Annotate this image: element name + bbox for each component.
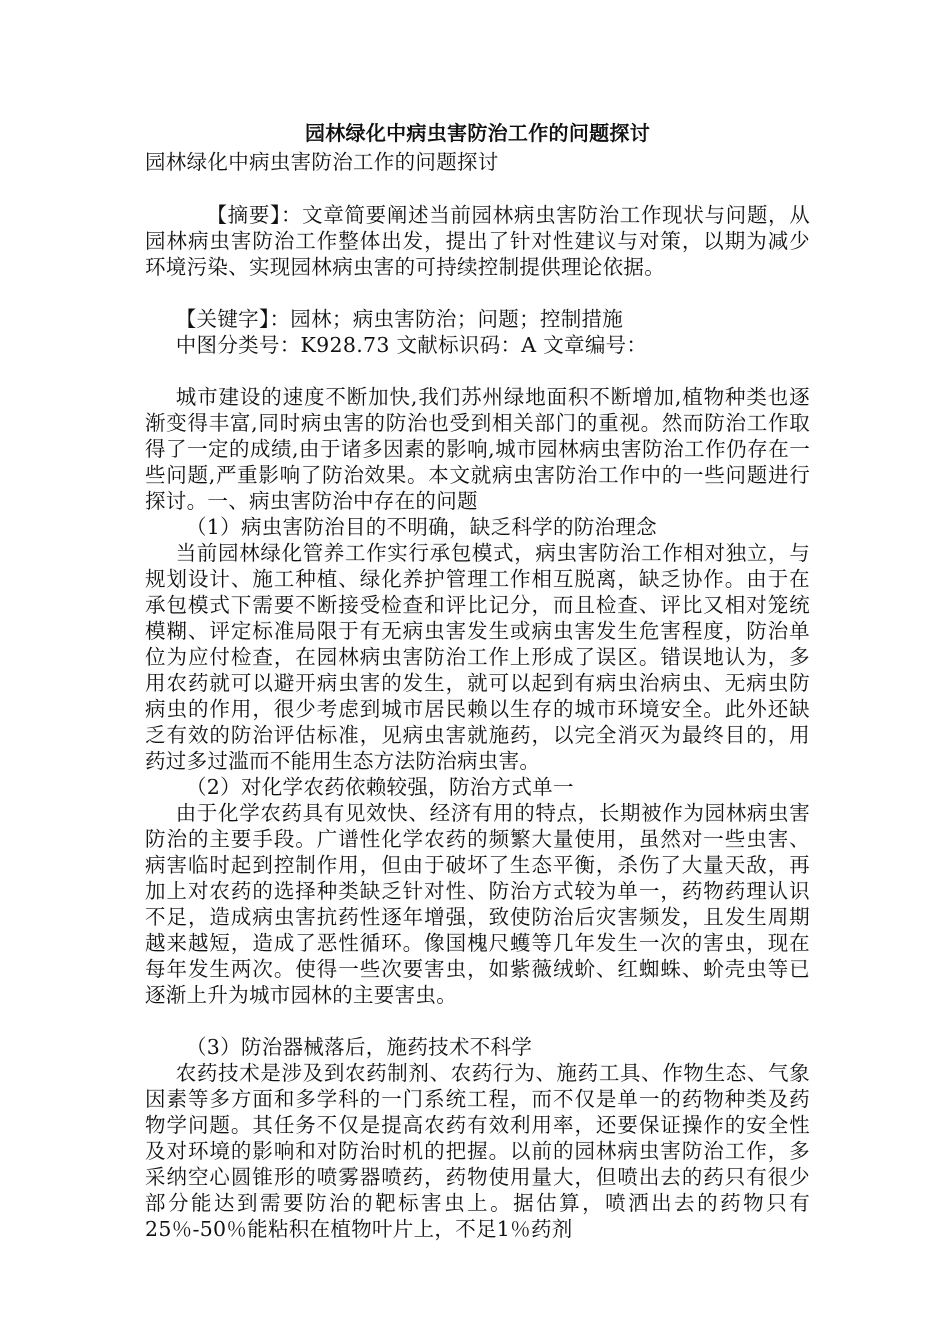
- spacer: [145, 358, 810, 384]
- spacer: [145, 176, 810, 202]
- section-body-3: 农药技术是涉及到农药制剂、农药行为、施药工具、作物生态、气象因素等多方面和多学科的一门系统工程，而不仅是单一的药物种类及药物学问题。其任务不仅是提高农药有效利用率，还要保证操作的安全性及对环境的影响和对防治时机的把握。以前的园林病虫害防治工作，多采纳空心圆锥形的喷雾器喷药，药物使用量大，但喷出去的药只有很少部分能达到需要防治的靶标害虫上。据估算，喷洒出去的药物只有25％-50％能粘积在植物叶片上，不足1％药剂: [145, 1061, 810, 1241]
- section-heading-2: （2）对化学农药依赖较强，防治方式单一: [186, 775, 574, 799]
- section-heading-1: （1）病虫害防治目的不明确，缺乏科学的防治理念: [186, 515, 657, 539]
- spacer: [145, 280, 810, 306]
- section-body-1: 当前园林绿化管养工作实行承包模式，病虫害防治工作相对独立，与规划设计、施工种植、绿化养护管理工作相互脱离，缺乏协作。由于在承包模式下需要不断接受检查和评比记分，而且检查、评比又相对笼统模糊、评定标准局限于有无病虫害发生或病虫害发生危害程度，防治单位为应付检查，在园林病虫害防治工作上形成了误区。错误地认为，多用农药就可以避开病虫害的发生，就可以起到有病虫治病虫、无病虫防病虫的作用，很少考虑到城市居民赖以生存的城市环境安全。此外还缺乏有效的防治评估标准，见病虫害就施药，以完全消灭为最终目的，用药过多过滥而不能用生态方法防治病虫害。: [145, 541, 810, 773]
- keywords-line: 【关键字】：园林；病虫害防治；问题；控制措施: [175, 307, 624, 331]
- intro-paragraph: 城市建设的速度不断加快,我们苏州绿地面积不断增加,植物种类也逐渐变得丰富,同时病虫害的防治也受到相关部门的重视。然而防治工作取得了一定的成绩,由于诸多因素的影响,城市园林病虫害防治工作仍存在一些问题,严重影响了防治效果。本文就病虫害防治工作中的一些问题进行探讨。一、病虫害防治中存在的问题: [145, 385, 810, 513]
- section-body-2: 由于化学农药具有见效快、经济有用的特点，长期被作为园林病虫害防治的主要手段。广谱性化学农药的频繁大量使用，虽然对一些虫害、病害临时起到控制作用，但由于破坏了生态平衡，杀伤了大量天敌，再加上对农药的选择种类缺乏针对性、防治方式较为单一，药物药理认识不足，造成病虫害抗药性逐年增强，致使防治后灾害频发，且发生周期越来越短，造成了恶性循环。像国槐尺蠖等几年发生一次的害虫，现在每年发生两次。使得一些次要害虫，如紫薇绒蚧、红蜘蛛、蚧壳虫等已逐渐上升为城市园林的主要害虫。: [145, 801, 810, 1007]
- spacer: [145, 1008, 810, 1034]
- section-heading-3: （3）防治器械落后，施药技术不科学: [186, 1035, 533, 1059]
- document-page: [145, 118, 810, 1242]
- document-subtitle: 园林绿化中病虫害防治工作的问题探讨: [145, 150, 499, 174]
- classification-line: 中图分类号：K928.73 文献标识码：A 文章编号：: [175, 333, 648, 357]
- document-title: 园林绿化中病虫害防治工作的问题探讨: [304, 121, 651, 145]
- abstract-paragraph: 【摘要】：文章简要阐述当前园林病虫害防治工作现状与问题，从园林病虫害防治工作整体出发，提出了针对性建议与对策，以期为减少环境污染、实现园林病虫害的可持续控制提供理论依据。: [145, 203, 810, 279]
